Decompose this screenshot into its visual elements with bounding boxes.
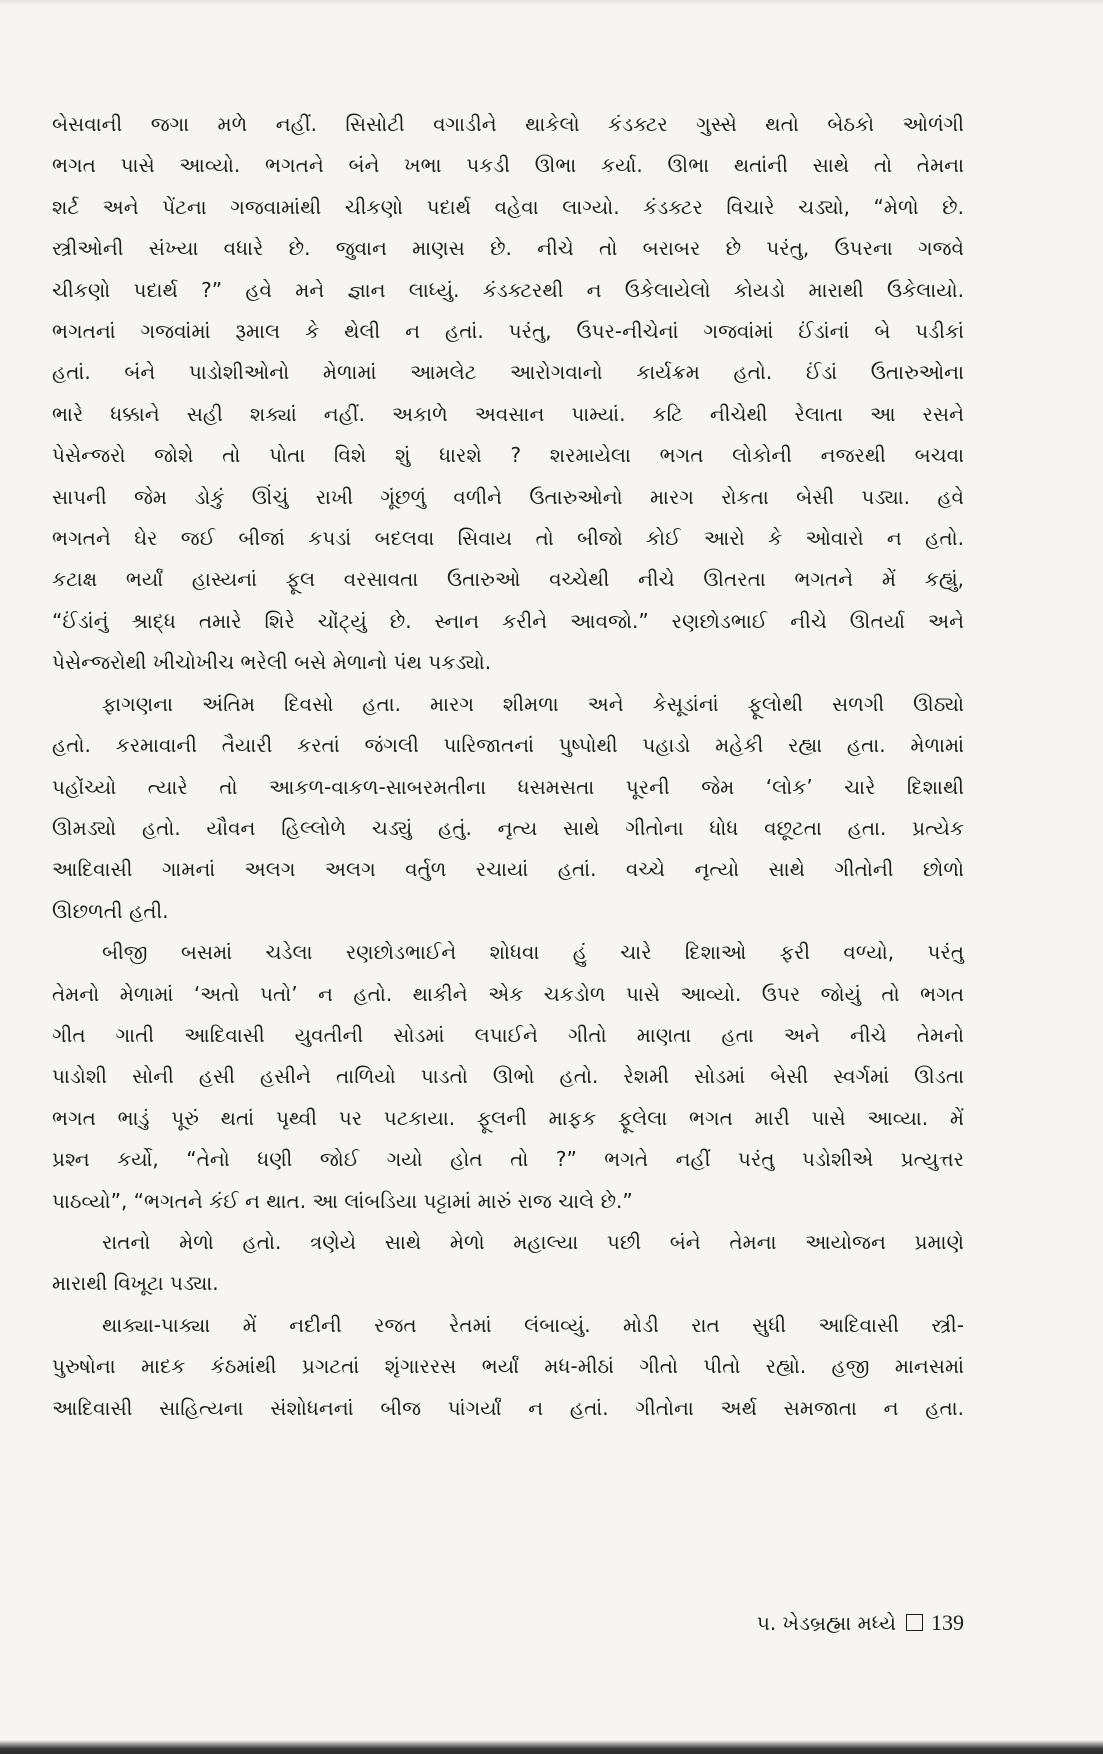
text-line: આદિવાસી ગામનાં અલગ અલગ વર્તુળ રચાયાં હતાં. વચ્ચે નૃત્યો સાથે ગીતોની છોળો — [52, 857, 964, 882]
page-bottom-edge — [0, 1740, 1103, 1754]
text-line: સાપની જેમ ડોકું ઊંચું રાખી ગૂંછળું વળીને ઉતારુઓનો મારગ રોકતા બેસી પડ્યા. હવે — [52, 484, 964, 509]
paragraph — [52, 1305, 964, 1429]
text-line: પેસેન્જરોથી ખીચોખીચ ભરેલી બસે મેળાનો પંથ પકડ્યો. — [52, 650, 492, 675]
paragraph — [52, 1222, 964, 1305]
text-line: ભગત પાસે આવ્યો. ભગતને બંને ખભા પકડી ઊભા કર્યા. ઊભા થતાંની સાથે તો તેમના — [52, 153, 964, 178]
text-line: બેસવાની જગા મળે નહીં. સિસોટી વગાડીને થાકેલો કંડક્ટર ગુસ્સે થતો બેઠકો ઓળંગી — [52, 112, 964, 136]
text-line: સ્ત્રીઓની સંખ્યા વધારે છે. જુવાન માણસ છે. નીચે તો બરાબર છે પરંતુ, ઉપરના ગજવે — [52, 236, 964, 261]
page-top-edge — [0, 0, 1103, 6]
paragraph — [52, 104, 964, 684]
chapter-title: ૫. ખેડબ્રહ્મા મધ્યે — [756, 1611, 896, 1635]
text-line: “ઈંડાંનું શ્રાદ્ધ તમારે શિરે ચોંટ્યું છે. સ્નાન કરીને આવજો.” રણછોડભાઈ નીચે ઊતર્યા અને — [52, 608, 964, 633]
body-text — [52, 104, 964, 1429]
text-line: પેસેન્જરો જોશે તો પોતા વિશે શું ધારશે ? શરમાયેલા ભગત લોકોની નજરથી બચવા — [52, 443, 964, 468]
text-line: મારાથી વિખૂટા પડ્યા. — [52, 1271, 219, 1296]
text-line: હતો. કરમાવાની તૈયારી કરતાં જંગલી પારિજાતનાં પુષ્પોથી પહાડો મહેકી રહ્યા હતા. મેળામાં — [52, 733, 964, 758]
text-line: પહોંચ્યો ત્યારે તો આકળ-વાકળ-સાબરમતીના ધસમસતા પૂરની જેમ ‘લોક’ ચારે દિશાથી — [52, 774, 964, 799]
paragraph — [52, 684, 964, 932]
text-line: ભગત ભાડું પૂરું થતાં પૃથ્વી પર પટકાયા. ફૂલની માફક ફૂલેલા ભગત મારી પાસે આવ્યા. મેં — [52, 1105, 964, 1130]
text-line: હતાં. બંને પાડોશીઓનો મેળામાં આમલેટ આરોગવાનો કાર્યક્રમ હતો. ઈંડાં ઉતારુઓના — [52, 360, 964, 385]
square-separator-icon — [906, 1614, 923, 1631]
text-line: કટાક્ષ ભર્યાં હાસ્યનાં ફૂલ વરસાવતા ઉતારુઓ વચ્ચેથી નીચે ઊતરતા ભગતને મેં કહ્યું, — [52, 567, 964, 592]
text-line: ઊમડ્યો હતો. યૌવન હિલ્લોળે ચડ્યું હતું. નૃત્ય સાથે ગીતોના ધોધ વછૂટતા હતા. પ્રત્યેક — [52, 815, 964, 840]
text-line: ભગતને ઘેર જઈ બીજાં કપડાં બદલવા સિવાય તો બીજો કોઈ આરો કે ઓવારો ન હતો. — [52, 526, 964, 551]
text-line: પાડોશી સોની હસી હસીને તાળિયો પાડતો ઊભો હતો. રેશમી સોડમાં બેસી સ્વર્ગમાં ઊડતા — [52, 1064, 964, 1089]
text-line: બીજી બસમાં ચડેલા રણછોડભાઈને શોધવા હું ચારે દિશાઓ ફરી વળ્યો, પરંતુ — [102, 940, 964, 965]
text-line: આદિવાસી સાહિત્યના સંશોધનનાં બીજ પાંગર્યાં ન હતાં. ગીતોના અર્થ સમજાતા ન હતા. — [52, 1395, 964, 1420]
text-line: પ્રશ્ન કર્યો, “તેનો ધણી જોઈ ગયો હોત તો ?” ભગતે નહીં પરંતુ પડોશીએ પ્રત્યુત્તર — [52, 1147, 964, 1172]
text-line: પુરુષોના માદક કંઠમાંથી પ્રગટતાં શૃંગારરસ ભર્યાં મધ-મીઠાં ગીતો પીતો રહ્યો. હજી માનસમાં — [52, 1354, 964, 1379]
text-line: ભારે ધક્કાને સહી શક્યાં નહીં. અકાળે અવસાન પામ્યાં. કટિ નીચેથી રેલાતા આ રસને — [52, 401, 964, 426]
text-line: રાતનો મેળો હતો. ત્રણેયે સાથે મેળો મહાલ્યા પછી બંને તેમના આયોજન પ્રમાણે — [102, 1229, 964, 1254]
text-line: ભગતનાં ગજવાંમાં રૂમાલ કે થેલી ન હતાં. પરંતુ, ઉપર-નીચેનાં ગજવાંમાં ઈંડાંનાં બે પડીકાં — [52, 319, 964, 344]
page-number: 139 — [931, 1610, 964, 1635]
page-footer — [650, 1608, 964, 1638]
text-line: તેમનો મેળામાં ‘અતો પતો’ ન હતો. થાકીને એક ચકડોળ પાસે આવ્યો. ઉપર જોયું તો ભગત — [52, 981, 964, 1006]
paragraph — [52, 932, 964, 1222]
text-line: ફાગણના અંતિમ દિવસો હતા. મારગ શીમળા અને કેસૂડાંનાં ફૂલોથી સળગી ઊઠ્યો — [102, 691, 964, 716]
text-line: ગીત ગાતી આદિવાસી યુવતીની સોડમાં લપાઈને ગીતો માણતા હતા અને નીચે તેમનો — [52, 1022, 964, 1047]
text-line: ઊછળતી હતી. — [52, 898, 169, 923]
text-line: પાઠવ્યો”, “ભગતને કંઈ ન થાત. આ લાંબડિયા પટ્ટામાં મારું રાજ ચાલે છે.” — [52, 1188, 633, 1213]
text-line: થાક્યા-પાક્યા મેં નદીની રજત રેતમાં લંબાવ્યું. મોડી રાત સુધી આદિવાસી સ્ત્રી- — [102, 1312, 964, 1337]
text-line: શર્ટ અને પેંટના ગજવામાંથી ચીકણો પદાર્થ વહેવા લાગ્યો. કંડક્ટર વિચારે ચડ્યો, “મેળો છે. — [52, 194, 964, 219]
text-line: ચીકણો પદાર્થ ?” હવે મને જ્ઞાન લાધ્યું. કંડક્ટરથી ન ઉકેલાયેલો કોયડો મારાથી ઉકેલાયો. — [52, 277, 964, 302]
